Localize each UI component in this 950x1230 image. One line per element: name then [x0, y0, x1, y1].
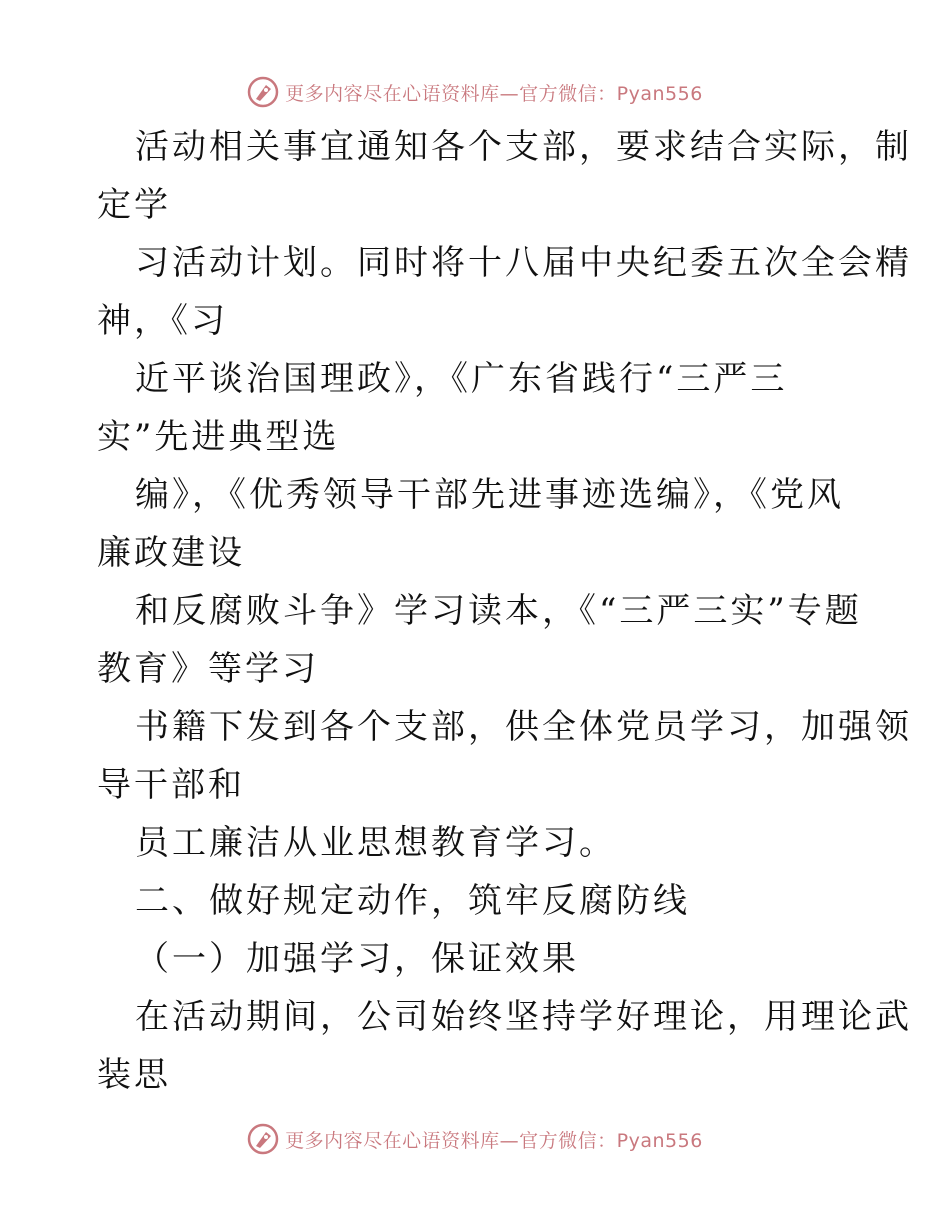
text-line-3: 习活动计划。同时将十八届中央纪委五次全会精 — [135, 243, 912, 283]
text-line-7: 编》，《优秀领导干部先进事迹选编》，《党风 — [135, 475, 844, 515]
watermark-text: 更多内容尽在心语资料库—官方微信：Pyan556 — [285, 82, 703, 105]
text-line-11: 书籍下发到各个支部，供全体党员学习，加强领 — [135, 707, 912, 747]
text-line-16: 在活动期间，公司始终坚持学好理论，用理论武 — [135, 997, 912, 1037]
text-line-12: 导干部和 — [97, 765, 245, 805]
text-line-13: 员工廉洁从业思想教育学习。 — [135, 823, 616, 863]
section-heading: 二、做好规定动作，筑牢反腐防线 — [135, 881, 690, 921]
text-line-5: 近平谈治国理政》，《广东省践行“三严三 — [135, 359, 788, 399]
pen-nib-logo-icon — [247, 1123, 279, 1155]
text-line-8: 廉政建设 — [97, 533, 245, 573]
text-line-2: 定学 — [97, 185, 171, 225]
text-line-6: 实”先进典型选 — [97, 417, 340, 457]
pen-nib-logo-icon — [247, 76, 279, 108]
text-line-4: 神，《习 — [97, 301, 228, 341]
text-line-1: 活动相关事宜通知各个支部，要求结合实际，制 — [135, 127, 912, 167]
text-line-17: 装思 — [97, 1055, 171, 1095]
header-watermark — [0, 72, 950, 112]
text-line-9: 和反腐败斗争》学习读本，《“三严三实”专题 — [135, 591, 862, 631]
text-line-10: 教育》等学习 — [97, 649, 319, 689]
footer-watermark — [0, 1119, 950, 1159]
subsection-heading: （一）加强学习，保证效果 — [135, 939, 579, 979]
document-body — [97, 118, 912, 1104]
watermark-text: 更多内容尽在心语资料库—官方微信：Pyan556 — [285, 1129, 703, 1152]
